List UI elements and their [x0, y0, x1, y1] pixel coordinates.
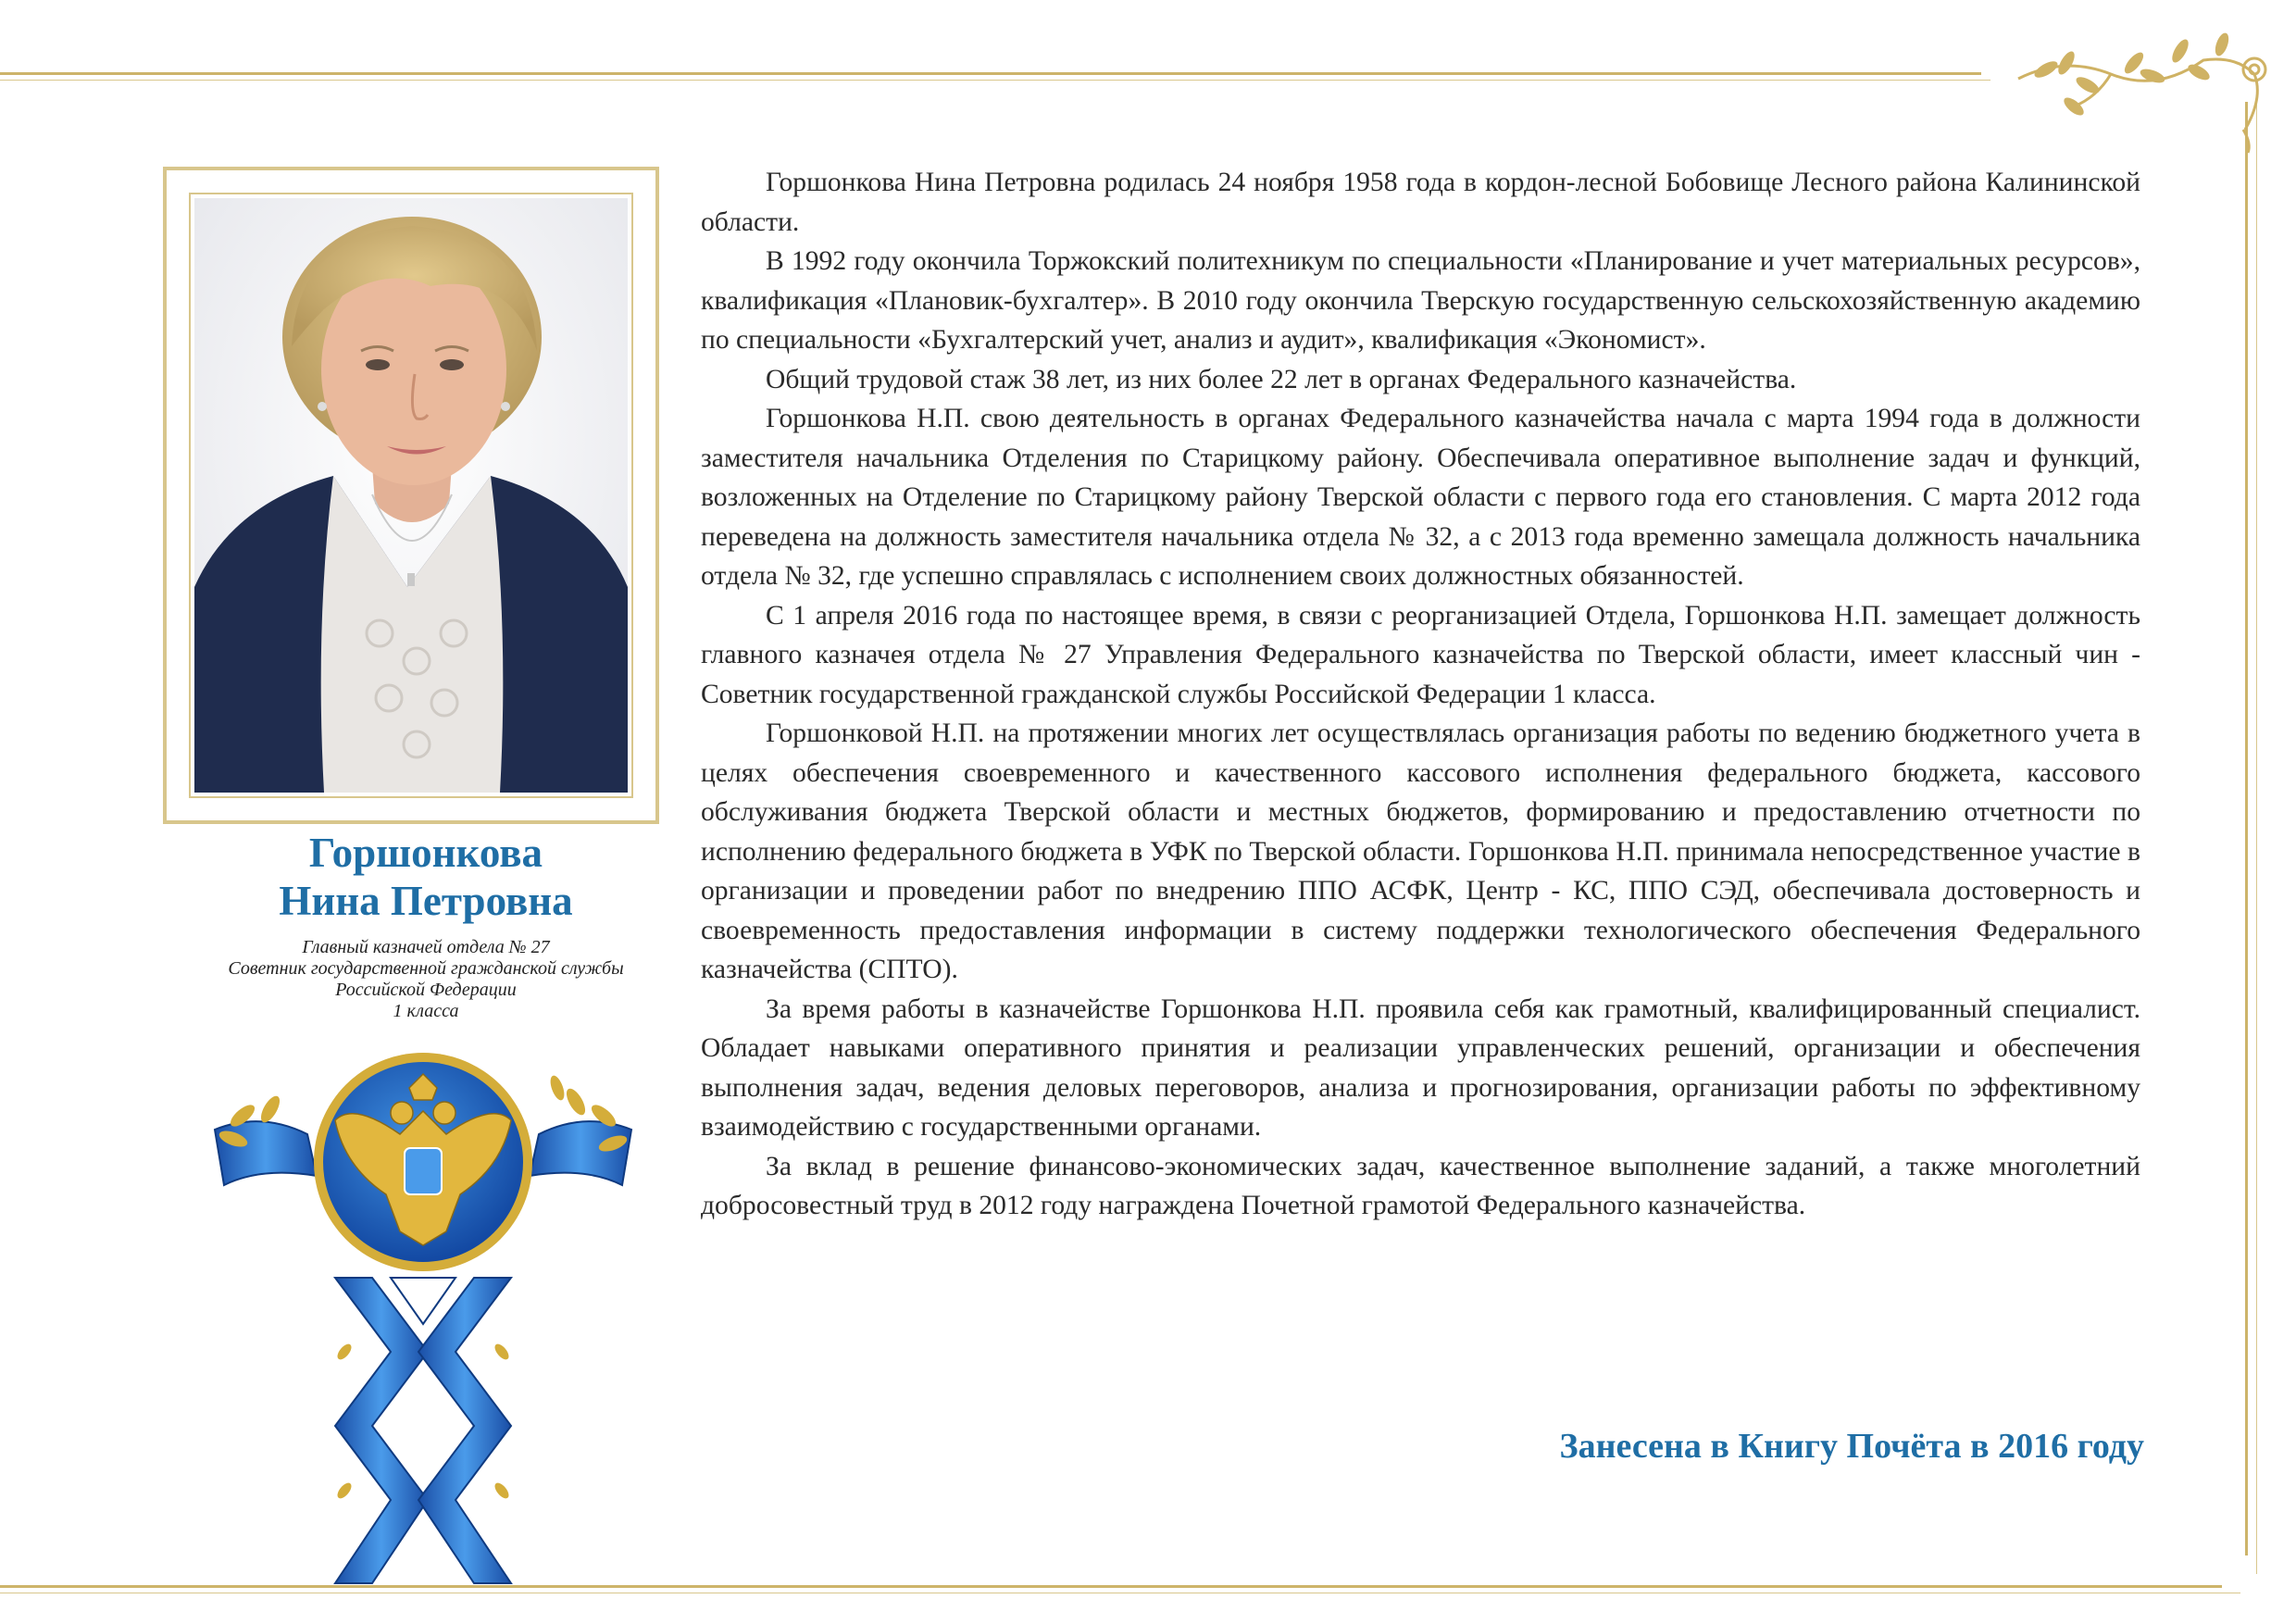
bio-paragraph: За вклад в решение финансово-экономических задач, качественное выполнение заданий, а также многолетний добросовестный труд в 2012 году награждена Почетной грамотой Федерального казначейства. — [701, 1151, 2140, 1220]
portrait-photo — [194, 198, 628, 793]
bio-paragraph: С 1 апреля 2016 года по настоящее время, в связи с реорганизацией Отдела, Горшонкова Н.П. замещает должность главного казначея отдела № 27 Управления Федерального казначейства по Тверской области, имеет классный чин - Советник государственной гражданской службы Российской Федерации 1 класса. — [701, 600, 2140, 709]
frame-right-line-inner — [2256, 102, 2257, 1574]
bio-paragraph: Общий трудовой стаж 38 лет, из них более 22 лет в органах Федерального казначейства. — [766, 364, 1797, 394]
portrait-frame — [163, 167, 659, 824]
frame-right-line — [2245, 102, 2248, 1555]
person-surname: Горшонкова — [308, 830, 543, 876]
treasury-eagle-emblem-icon — [206, 1046, 641, 1593]
bio-paragraph: За время работы в казначействе Горшонкова Н.П. проявила себя как грамотный, квалифицированный специалист. Обладает навыками оперативного принятия и реализации управленческих решений, организации и обеспечения выполнения задач, ведения деловых переговоров, анализа и прогнозирования, организации работы по эффективному взаимодействию с государственными органами. — [701, 993, 2140, 1142]
bio-paragraph: В 1992 году окончила Торжокский политехникум по специальности «Планирование и учет материальных ресурсов», квалификация «Плановик-бухгалтер». В 2010 году окончила Тверскую государственную сельскохозяйственную академию по специальности «Бухгалтерский учет, анализ и аудит», квалификация «Экономист». — [701, 246, 2140, 355]
person-name — [120, 829, 731, 925]
frame-top-line-inner — [0, 80, 1990, 81]
portrait-illustration — [194, 198, 628, 793]
biography-text — [701, 163, 2140, 1226]
gold-branch-ornament-icon — [2009, 19, 2277, 157]
position-line: 1 класса — [393, 1001, 459, 1021]
position-line: Советник государственной гражданской службы — [228, 958, 624, 979]
honor-note: Занесена в Книгу Почёта в 2016 году — [1559, 1427, 2144, 1466]
bio-paragraph: Горшонкова Н.П. свою деятельность в органах Федерального казначейства начала с марта 1994 года в должности заместителя начальника Отделения по Старицкому району. Обеспечивала оперативное выполнение задач и функций, возложенных на Отделение по Старицкому району Тверской области с первого года его становления. С марта 2012 года переведена на должность заместителя начальника отдела № 32, а с 2013 года временно замещала должность начальника отдела № 32, где успешно справлялась с исполнением своих должностных обязанностей. — [701, 404, 2140, 591]
position-line: Главный казначей отдела № 27 — [302, 937, 550, 957]
bio-paragraph: Горшонковой Н.П. на протяжении многих лет осуществлялась организация работы по ведению бюджетного учета в целях обеспечения своевременного и качественного кассового исполнения федерального бюджета, кассового обслуживания бюджета Тверской области и местных бюджетов, формированию и предоставлению отчетности по исполнению федерального бюджета в УФК по Тверской области. Горшонкова Н.П. принимала непосредственное участие в организации и проведении работ по внедрению ППО АСФК, Центр - КС, ППО СЭД, обеспечивала достоверность и своевременность предоставления информации в систему поддержки технологического обеспечения Федерального казначейства (СПТО). — [701, 718, 2140, 984]
person-given-names: Нина Петровна — [279, 878, 573, 924]
position-line: Российской Федерации — [335, 980, 517, 1000]
frame-top-line — [0, 72, 1981, 75]
person-position — [139, 937, 713, 1022]
bio-paragraph: Горшонкова Нина Петровна родилась 24 ноября 1958 года в кордон-лесной Бобовище Лесного района Калининской области. — [701, 168, 2140, 237]
